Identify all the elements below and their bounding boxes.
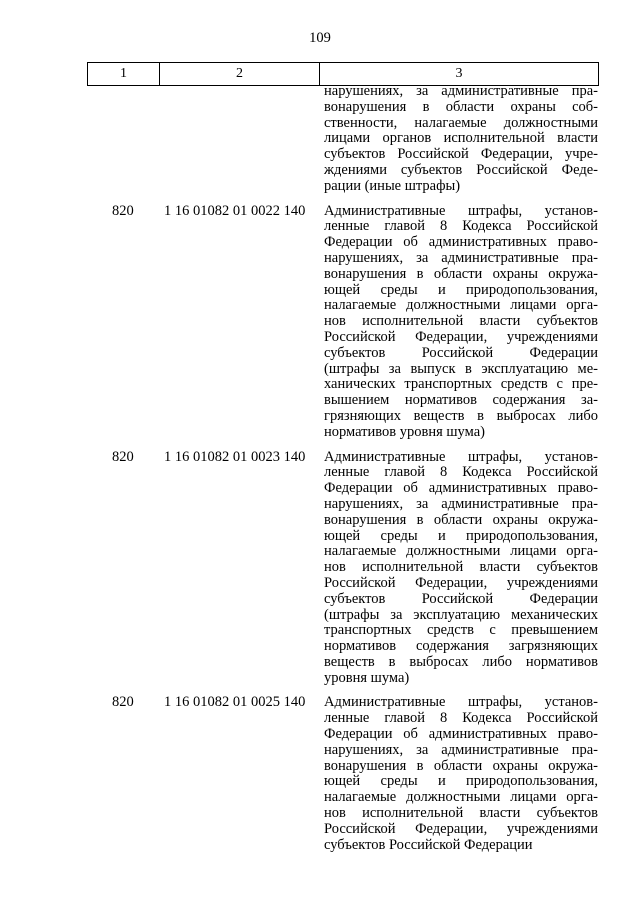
text-line: Федерации об административных право- <box>324 234 598 251</box>
text-line: вышением нормативов содержания за- <box>324 392 598 409</box>
text-line: налагаемые должностными лицами орга- <box>324 789 598 806</box>
text-line: Российской Федерации, учреждениями <box>324 820 598 837</box>
text-line: вонарушения в области охраны окружа- <box>324 757 598 774</box>
budget-code-cell: 1 16 01082 01 0022 140 <box>164 202 306 219</box>
revenue-name-cell <box>324 84 598 195</box>
text-line: нормативов содержания загрязняющих <box>324 638 598 655</box>
text-line: Российской Федерации, учреждениями <box>324 328 598 345</box>
text-line: нарушениях, за административные пра- <box>324 249 598 266</box>
text-line: ющей среды и природопользования, <box>324 527 598 544</box>
text-line: Российской Федерации, учреждениями <box>324 574 598 591</box>
text-line: рации (иные штрафы) <box>324 177 461 194</box>
revenue-name-cell <box>324 450 598 687</box>
text-line: ственности, налагаемые должностными <box>324 114 598 131</box>
text-line: ленные главой 8 Кодекса Российской <box>324 218 598 235</box>
text-line: (штрафы за эксплуатацию механических <box>324 606 598 623</box>
text-line: нов исполнительной власти субъектов <box>324 313 598 330</box>
text-line: нов исполнительной власти субъектов <box>324 805 598 822</box>
text-line: ленные главой 8 Кодекса Российской <box>324 464 598 481</box>
text-line: (штрафы за выпуск в эксплуатацию ме- <box>324 360 598 377</box>
text-line: налагаемые должностными лицами орга- <box>324 543 598 560</box>
budget-code-cell: 1 16 01082 01 0025 140 <box>164 694 306 711</box>
table-row <box>0 695 640 853</box>
text-line: ющей среды и природопользования, <box>324 281 598 298</box>
text-line: нов исполнительной власти субъектов <box>324 559 598 576</box>
page-number: 109 <box>309 30 331 46</box>
text-line: нарушениях, за административные пра- <box>324 495 598 512</box>
text-line: нарушениях, за административные пра- <box>324 741 598 758</box>
text-line: ждениями субъектов Российской Феде- <box>324 161 598 178</box>
column-header-3: 3 <box>319 63 599 85</box>
table-row <box>0 450 640 687</box>
text-line: Административные штрафы, установ- <box>324 694 598 711</box>
column-header-2: 2 <box>159 63 319 85</box>
text-line: вонарушения в области охраны окружа- <box>324 265 598 282</box>
text-line: Административные штрафы, установ- <box>324 202 598 219</box>
text-line: Административные штрафы, установ- <box>324 448 598 465</box>
text-line: субъектов Российской Федерации <box>324 590 598 607</box>
text-line: ханических транспортных средств с пре- <box>324 376 598 393</box>
table-row <box>0 84 640 195</box>
text-line: ленные главой 8 Кодекса Российской <box>324 710 598 727</box>
table-body <box>0 84 640 853</box>
text-line: нарушениях, за административные пра- <box>324 83 598 99</box>
column-header-1: 1 <box>87 63 159 85</box>
text-line: субъектов Российской Федерации <box>324 836 533 853</box>
table-row <box>0 204 640 441</box>
text-line: Федерации об административных право- <box>324 726 598 743</box>
text-line: ющей среды и природопользования, <box>324 773 598 790</box>
admin-code-cell: 820 <box>112 448 134 465</box>
text-line: вонарушения в области охраны соб- <box>324 98 598 115</box>
text-line: уровня шума) <box>324 669 410 686</box>
text-line: субъектов Российской Федерации <box>324 344 598 361</box>
budget-code-cell: 1 16 01082 01 0023 140 <box>164 448 306 465</box>
text-line: субъектов Российской Федерации, учре- <box>324 146 598 163</box>
text-line: налагаемые должностными лицами орга- <box>324 297 598 314</box>
revenue-name-cell <box>324 204 598 441</box>
text-line: вонарушения в области охраны окружа- <box>324 511 598 528</box>
text-line: лицами органов исполнительной власти <box>324 130 598 147</box>
admin-code-cell: 820 <box>112 202 134 219</box>
text-line: грязняющих веществ в выбросах либо <box>324 407 598 424</box>
text-line: нормативов уровня шума) <box>324 423 485 440</box>
text-line: веществ в выбросах либо нормативов <box>324 653 598 670</box>
admin-code-cell: 820 <box>112 694 134 711</box>
revenue-name-cell <box>324 695 598 853</box>
text-line: Федерации об административных право- <box>324 480 598 497</box>
text-line: транспортных средств с превышением <box>324 622 598 639</box>
